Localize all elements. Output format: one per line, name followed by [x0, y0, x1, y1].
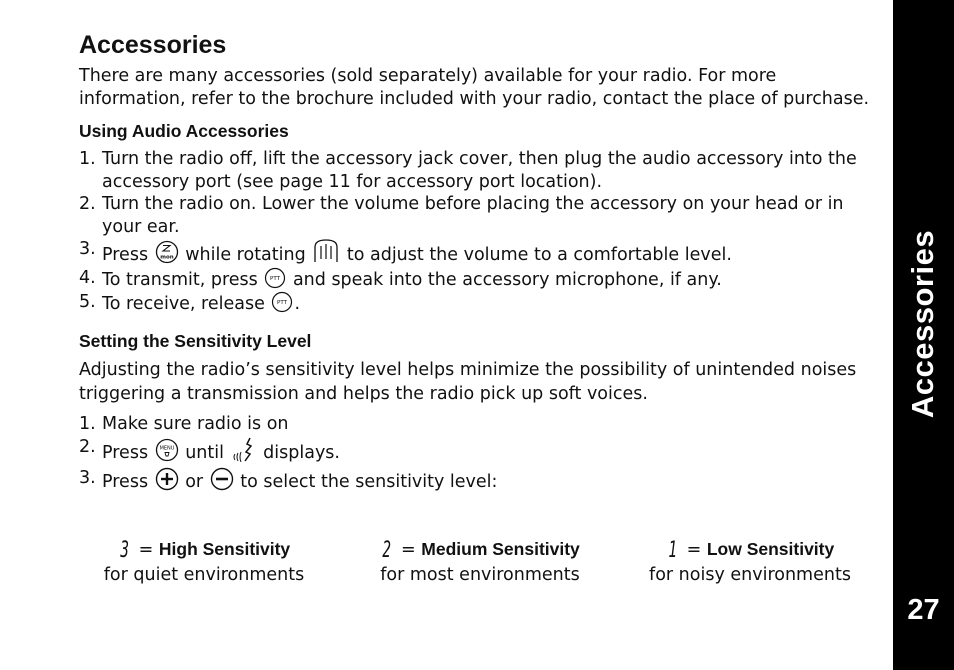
svg-text:PTT: PTT	[277, 300, 288, 306]
ptt-button-icon	[271, 291, 293, 313]
level-digit: 3	[120, 538, 129, 563]
page-title: Accessories	[79, 31, 227, 59]
list-item: 4. To transmit, press PTT and speak into the accessory microphone, if any.	[79, 267, 722, 290]
svg-text:MENU: MENU	[159, 445, 175, 452]
plus-button-icon	[155, 467, 179, 491]
list-item: 3. Press mon while rotating to adjust the volume to a comfortable level.	[79, 239, 732, 265]
sidebar-title: Accessories	[905, 229, 940, 419]
svg-text:mon: mon	[159, 254, 174, 261]
minus-button-icon	[210, 467, 234, 491]
sensitivity-description: Adjusting the radio’s sensitivity level helps minimize the possibility of unintended noises triggering a transmission and helps the radio pick up soft voices.	[79, 359, 857, 404]
list-item: 2. Turn the radio on. Lower the volume before placing the accessory on your head or in your ear.	[79, 194, 844, 237]
level-name: Medium Sensitivity	[421, 539, 580, 559]
level-high: 3 = High Sensitivity for quiet environments	[103, 538, 305, 585]
level-description: for most environments	[380, 565, 580, 585]
audio-steps	[79, 148, 879, 316]
volume-knob-icon	[312, 238, 340, 264]
level-low: 1 = Low Sensitivity for noisy environments	[649, 538, 851, 585]
level-digit: 1	[668, 538, 677, 563]
list-item: 2. Press MENU until displays.	[79, 437, 340, 463]
audio-heading: Using Audio Accessories	[79, 121, 289, 141]
monitor-button-icon	[155, 240, 179, 264]
list-item: 3. Press or to select the sensitivity level:	[79, 467, 498, 492]
level-name: High Sensitivity	[158, 539, 291, 559]
level-description: for noisy environments	[649, 565, 851, 585]
intro-paragraph: There are many accessories (sold separately) available for your radio. For more information, refer to the brochure included with your radio, contact the place of purchase.	[79, 66, 870, 109]
list-item: 5. To receive, release PTT .	[79, 292, 301, 314]
page-number: 27	[907, 594, 940, 626]
ptt-button-icon	[264, 267, 286, 289]
level-name: Low Sensitivity	[706, 539, 835, 559]
level-description: for quiet environments	[103, 565, 305, 585]
level-medium: 2 = Medium Sensitivity for most environments	[380, 538, 580, 585]
page-content	[79, 30, 879, 493]
vox-sensitivity-icon	[231, 436, 257, 462]
sensitivity-heading: Setting the Sensitivity Level	[79, 330, 312, 351]
sensitivity-levels	[79, 537, 879, 597]
list-item: 1. Make sure radio is on	[79, 413, 289, 434]
chapter-sidebar	[893, 0, 954, 670]
svg-text:PTT: PTT	[270, 275, 281, 282]
sensitivity-steps	[79, 413, 879, 494]
list-item: 1. Turn the radio off, lift the accessory jack cover, then plug the audio accessory into the accessory port (see page 11 for accessory port location).	[79, 149, 857, 192]
level-digit: 2	[382, 538, 392, 563]
menu-button-icon	[155, 438, 179, 462]
